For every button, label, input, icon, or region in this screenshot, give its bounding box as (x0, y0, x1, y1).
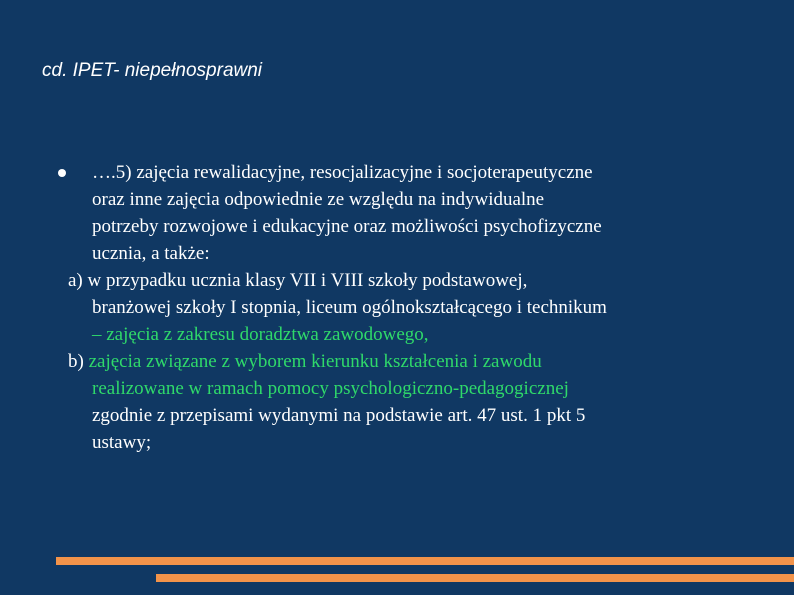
item-a-line-2: branżowej szkoły I stopnia, liceum ogólnokształcącego i technikum (92, 297, 607, 318)
intro-line-3: potrzeby rozwojowe i edukacyjne oraz możliwości psychofizyczne (92, 216, 602, 237)
item-b-line-3: zgodnie z przepisami wydanymi na podstawie art. 47 ust. 1 pkt 5 (92, 405, 586, 426)
slide-title: cd. IPET- niepełnosprawni (42, 60, 263, 81)
bullet-icon (58, 169, 66, 177)
item-b-line-2: realizowane w ramach pomocy psychologiczno-pedagogicznej (92, 378, 569, 399)
item-b-line-4: ustawy; (92, 432, 152, 453)
item-b-line-1-text: zajęcia związane z wyborem kierunku kształcenia i zawodu (88, 351, 542, 372)
item-b-line-1 (68, 348, 542, 375)
decorative-bar-top (56, 557, 794, 565)
decorative-bar-bottom (156, 574, 794, 582)
intro-line-2: oraz inne zajęcia odpowiednie ze względu na indywidualne (92, 189, 545, 210)
item-a-line-3: – zajęcia z zakresu doradztwa zawodowego, (92, 324, 429, 345)
item-b-prefix: b) (68, 351, 89, 372)
item-a-line-1: a) w przypadku ucznia klasy VII i VIII szkoły podstawowej, (68, 270, 528, 291)
intro-line-4: ucznia, a także: (92, 243, 210, 264)
intro-line-1: ….5) zajęcia rewalidacyjne, resocjalizacyjne i socjoterapeutyczne (92, 162, 593, 183)
